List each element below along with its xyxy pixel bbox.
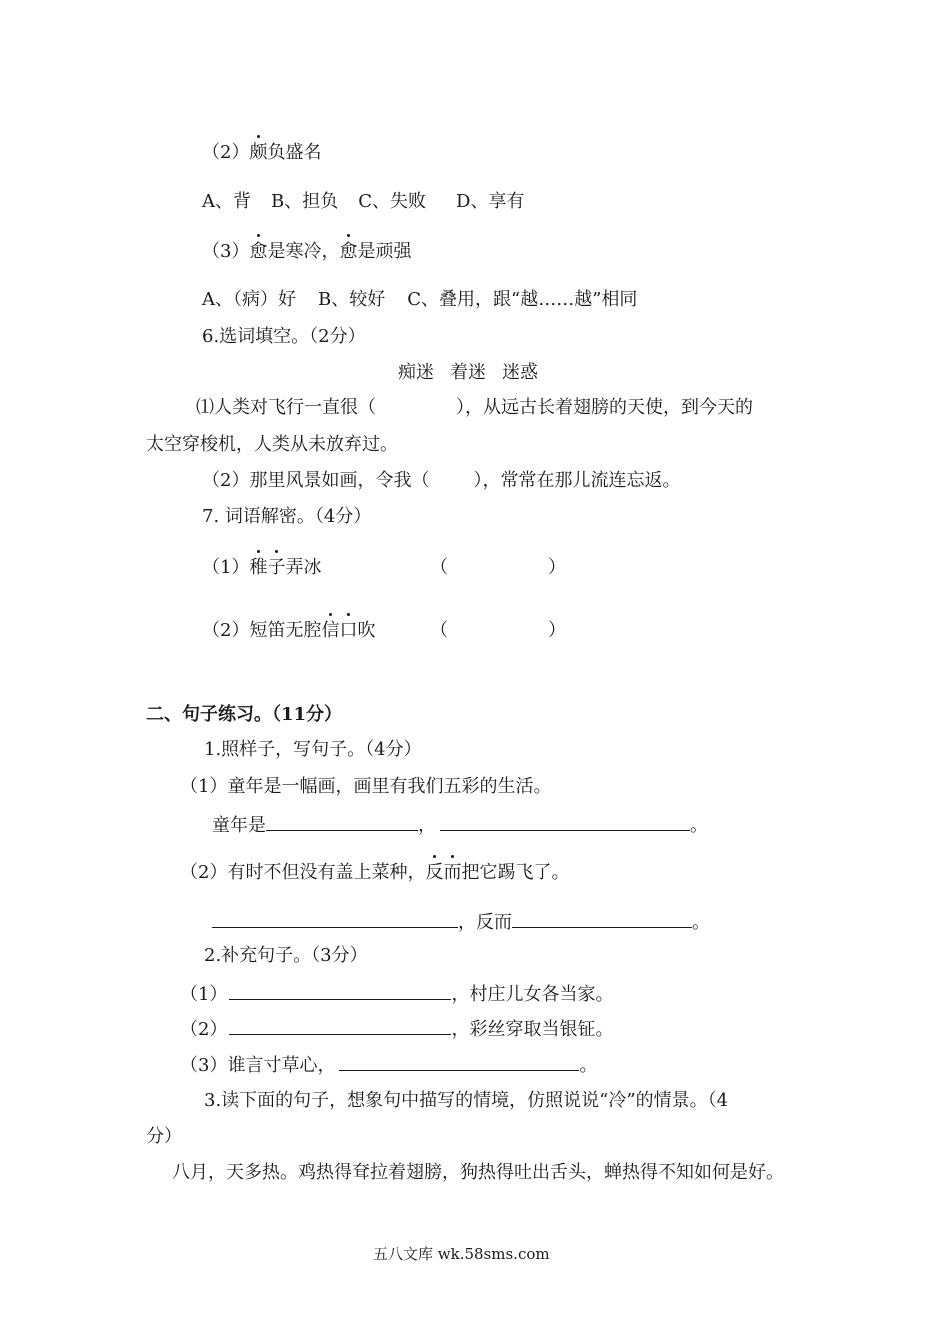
section-2-title: 二、句子练习。（11分） <box>146 704 343 725</box>
q2-2-line-2: （2） ，彩丝穿取当银钲。 <box>180 1016 613 1042</box>
word-bank-item: 迷惑 <box>502 362 538 383</box>
option-d: D、享有 <box>456 191 525 212</box>
option-b: B、较好 <box>318 289 386 310</box>
q2-1-title: 1.照样子，写句子。（4分） <box>204 739 422 760</box>
option-a: A、背 <box>202 191 251 212</box>
answer-line[interactable] <box>512 909 692 928</box>
q2-1-example-2: （2）有时不但没有盖上菜种，反而把它踢飞了。 <box>180 862 570 883</box>
q2-1-example-1: （1）童年是一幅画，画里有我们五彩的生活。 <box>180 776 552 797</box>
q6-sentence-1-cont: 太空穿梭机，人类从未放弃过。 <box>146 434 398 455</box>
word-bank-item: 着迷 <box>450 362 486 383</box>
q7-item-1: （1）稚子弄冰 <box>202 557 322 578</box>
option-a: A、（病）好 <box>202 289 296 310</box>
q6-sentence-2: （2）那里风景如画，令我（ ），常常在那儿流连忘返。 <box>202 470 681 491</box>
emphasis-char: 稚 <box>249 557 268 578</box>
q7-answer-2[interactable]: （ ） <box>430 620 566 641</box>
q2-2-title: 2.补充句子。（3分） <box>204 945 368 966</box>
answer-line[interactable] <box>212 909 458 928</box>
option-c: C、叠用，跟“越……越”相同 <box>407 289 638 310</box>
emphasis-char: 愈 <box>339 241 358 262</box>
footer-watermark: 五八文库 wk.58sms.com <box>373 1245 550 1263</box>
emphasis-char: 愈 <box>249 241 268 262</box>
answer-line[interactable] <box>229 1016 451 1035</box>
q2-3-sentence: 八月，天多热。鸡热得耷拉着翅膀，狗热得吐出舌头，蝉热得不知如何是好。 <box>172 1162 784 1183</box>
emphasis-char: 子 <box>267 557 286 578</box>
q2-1-fill-1: 童年是 ， 。 <box>212 812 708 838</box>
q6-word-bank <box>398 361 538 385</box>
emphasis-char: 信 <box>321 620 340 641</box>
q2-1-fill-2: ，反而 。 <box>212 909 710 935</box>
q2-3-title: 3.读下面的句子，想象句中描写的情境，仿照说说“冷”的情景。（4 <box>204 1090 729 1111</box>
q7-item-2: （2）短笛无腔信口吹 <box>202 620 376 641</box>
answer-line[interactable] <box>339 1052 579 1071</box>
q5-2-options <box>202 190 524 214</box>
emphasis-char: 口 <box>339 620 358 641</box>
option-b: B、担负 <box>271 191 339 212</box>
answer-line[interactable] <box>229 981 451 1000</box>
q6-title: 6.选词填空。（2分） <box>202 326 366 347</box>
q5-3-question: （3）愈是寒冷，愈是顽强 <box>202 241 412 262</box>
option-c: C、失败 <box>358 191 427 212</box>
answer-line[interactable] <box>266 812 418 831</box>
q2-3-title-cont: 分） <box>146 1126 182 1147</box>
emphasis-char: 而 <box>443 862 462 883</box>
q2-2-line-1: （1） ，村庄儿女各当家。 <box>180 981 613 1007</box>
q5-2-question: （2）颇负盛名 <box>202 142 322 163</box>
q5-3-options <box>202 288 637 312</box>
q7-title: 7. 词语解密。（4分） <box>202 506 372 527</box>
emphasis-char: 反 <box>425 862 444 883</box>
q7-answer-1[interactable]: （ ） <box>430 557 566 578</box>
q6-sentence-1: ⑴人类对飞行一直很（ ），从远古长着翅膀的天使，到今天的 <box>196 397 753 418</box>
q2-2-line-3: （3）谁言寸草心， 。 <box>180 1052 597 1078</box>
word-bank-item: 痴迷 <box>398 362 434 383</box>
emphasis-char: 颇 <box>249 142 268 163</box>
answer-line[interactable] <box>440 812 690 831</box>
